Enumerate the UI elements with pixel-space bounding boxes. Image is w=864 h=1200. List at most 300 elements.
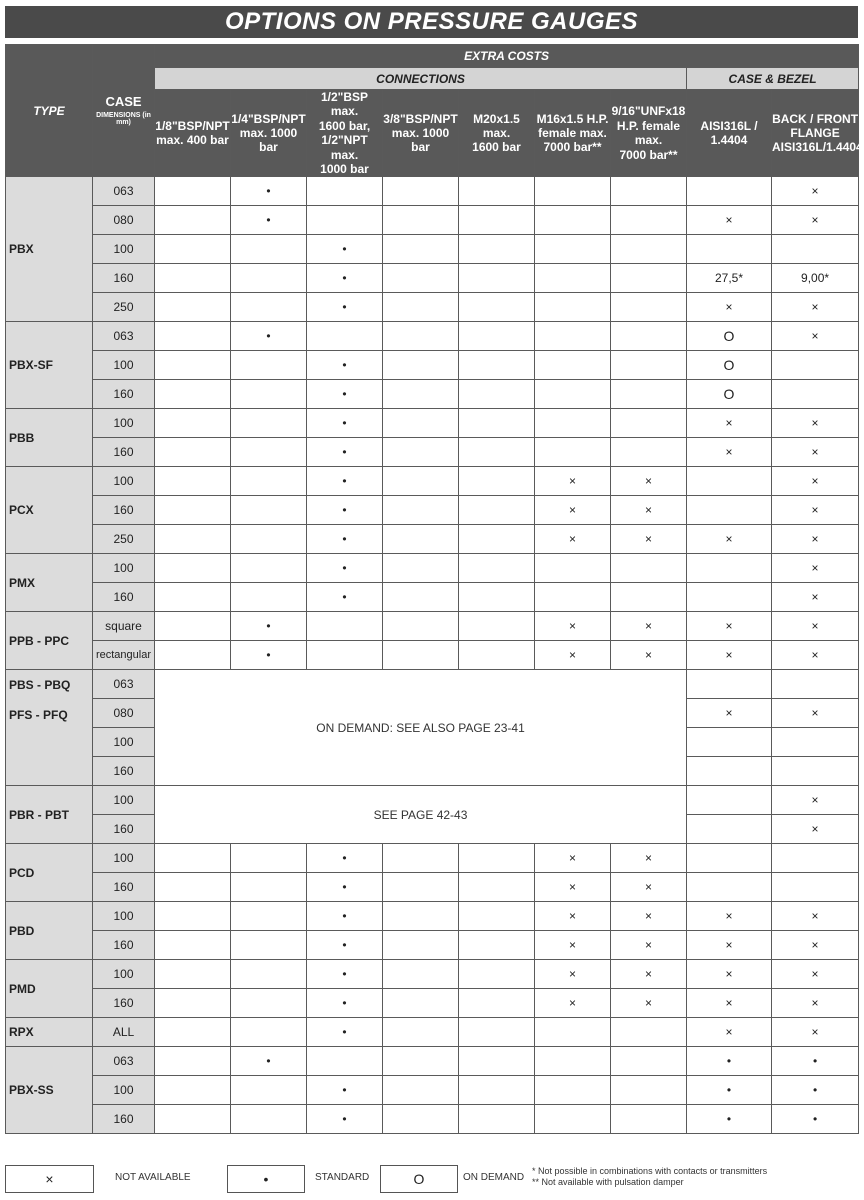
table-row: [6, 351, 859, 380]
option-cell: [459, 989, 535, 1018]
table-row: [6, 525, 859, 554]
option-cell: [687, 728, 772, 757]
option-cell: [383, 322, 459, 351]
option-cell: •: [307, 496, 383, 525]
option-cell: •: [307, 960, 383, 989]
option-cell: [155, 583, 231, 612]
column-header-0: [155, 90, 231, 177]
option-cell: ×: [535, 525, 611, 554]
type-label: PCD: [9, 865, 35, 880]
option-cell: •: [772, 1047, 859, 1076]
option-cell: ×: [772, 496, 859, 525]
table-row: [6, 641, 859, 670]
column-header-line: 1/2"BSP max.: [320, 90, 369, 119]
option-cell: •: [772, 1076, 859, 1105]
option-cell: [459, 380, 535, 409]
option-cell: [535, 380, 611, 409]
option-cell: [611, 438, 687, 467]
option-cell: [155, 641, 231, 670]
option-cell: [155, 467, 231, 496]
option-cell: [611, 235, 687, 264]
option-cell: •: [307, 989, 383, 1018]
table-row: [6, 844, 859, 873]
option-cell: [383, 438, 459, 467]
option-cell: ×: [687, 989, 772, 1018]
option-cell: [687, 757, 772, 786]
option-cell: •: [307, 235, 383, 264]
table-row: [6, 206, 859, 235]
option-cell: [307, 177, 383, 206]
option-cell: •: [231, 177, 307, 206]
not-available-label: NOT AVAILABLE: [115, 1172, 191, 1183]
option-cell: [459, 554, 535, 583]
table-row: [6, 1018, 859, 1047]
table-body: [6, 177, 859, 1134]
case-size-cell: 160: [93, 496, 155, 525]
option-cell: [231, 380, 307, 409]
option-cell: •: [307, 583, 383, 612]
option-cell: [611, 554, 687, 583]
option-cell: [155, 931, 231, 960]
column-header-line: 1600 bar,: [318, 118, 371, 133]
option-cell: ×: [772, 815, 859, 844]
type-cell: [6, 467, 93, 554]
option-cell: •: [231, 1047, 307, 1076]
option-cell: [155, 438, 231, 467]
case-size-cell: 160: [93, 757, 155, 786]
option-cell: [459, 264, 535, 293]
option-cell: [231, 409, 307, 438]
option-cell: [155, 989, 231, 1018]
column-header-line: max.: [634, 133, 663, 148]
table-row: [6, 1047, 859, 1076]
option-cell: ×: [687, 641, 772, 670]
column-header-line: max. 400 bar: [156, 133, 229, 148]
connections-header: CONNECTIONS: [155, 68, 687, 90]
option-cell: ×: [535, 612, 611, 641]
option-cell: 27,5*: [687, 264, 772, 293]
option-cell: [772, 380, 859, 409]
option-cell: [383, 873, 459, 902]
case-bezel-header: CASE & BEZEL: [687, 68, 859, 90]
option-cell: [383, 177, 459, 206]
option-cell: [155, 206, 231, 235]
case-size-cell: 080: [93, 699, 155, 728]
option-cell: •: [231, 206, 307, 235]
option-cell: ×: [772, 902, 859, 931]
option-cell: ×: [687, 1018, 772, 1047]
option-cell: [459, 1018, 535, 1047]
case-size-cell: 160: [93, 264, 155, 293]
option-cell: 9,00*: [772, 264, 859, 293]
option-cell: ×: [535, 902, 611, 931]
type-label: PBX-SF: [9, 358, 54, 373]
option-cell: [383, 264, 459, 293]
table-row: [6, 612, 859, 641]
option-cell: [155, 525, 231, 554]
option-cell: [155, 1018, 231, 1047]
on-demand-label: ON DEMAND: [463, 1172, 525, 1183]
option-cell: •: [772, 1105, 859, 1134]
option-cell: [307, 322, 383, 351]
option-cell: [383, 235, 459, 264]
option-cell: [231, 293, 307, 322]
legend: [5, 1163, 858, 1195]
type-column-header: TYPE: [6, 45, 93, 177]
column-header-line: max. 1000 bar: [391, 125, 450, 155]
case-size-cell: 160: [93, 873, 155, 902]
option-cell: [535, 322, 611, 351]
option-cell: [459, 177, 535, 206]
option-cell: [459, 1047, 535, 1076]
case-size-cell: 160: [93, 438, 155, 467]
column-header-line: H.P. female: [616, 118, 681, 133]
option-cell: [687, 844, 772, 873]
option-cell: [231, 351, 307, 380]
type-cell: [6, 786, 93, 844]
option-cell: [231, 1105, 307, 1134]
table-row: [6, 467, 859, 496]
case-size-cell: 100: [93, 786, 155, 815]
option-cell: [231, 844, 307, 873]
option-cell: [459, 293, 535, 322]
option-cell: [611, 177, 687, 206]
option-cell: ×: [611, 873, 687, 902]
option-cell: ×: [772, 177, 859, 206]
option-cell: [611, 293, 687, 322]
option-cell: ×: [535, 641, 611, 670]
option-cell: [611, 264, 687, 293]
option-cell: [459, 641, 535, 670]
option-cell: •: [307, 844, 383, 873]
option-cell: ×: [772, 409, 859, 438]
page-title: OPTIONS ON PRESSURE GAUGES: [5, 6, 858, 38]
column-header-line: 3/8"BSP/NPT: [383, 111, 458, 126]
option-cell: [687, 235, 772, 264]
type-label: PBX: [9, 242, 34, 257]
option-cell: [459, 322, 535, 351]
footnotes: [532, 1166, 767, 1188]
case-size-cell: 100: [93, 844, 155, 873]
option-cell: ×: [772, 206, 859, 235]
case-size-cell: 250: [93, 525, 155, 554]
table-row: [6, 931, 859, 960]
option-cell: [307, 641, 383, 670]
option-cell: [535, 1018, 611, 1047]
option-cell: [459, 844, 535, 873]
type-label: PCX: [9, 503, 34, 518]
option-cell: [155, 612, 231, 641]
option-cell: ×: [611, 931, 687, 960]
option-cell: [231, 583, 307, 612]
option-cell: [307, 1047, 383, 1076]
option-cell: ×: [535, 931, 611, 960]
case-size-cell: 100: [93, 467, 155, 496]
table-row: [6, 322, 859, 351]
option-cell: [231, 264, 307, 293]
option-cell: ×: [772, 786, 859, 815]
option-cell: ×: [611, 641, 687, 670]
option-cell: [155, 380, 231, 409]
option-cell: [535, 264, 611, 293]
merged-note-cell: ON DEMAND: SEE ALSO PAGE 23-41: [155, 670, 687, 786]
option-cell: [383, 1105, 459, 1134]
option-cell: [155, 1105, 231, 1134]
option-cell: •: [687, 1076, 772, 1105]
case-size-cell: 250: [93, 293, 155, 322]
option-cell: ×: [772, 554, 859, 583]
option-cell: •: [307, 554, 383, 583]
column-header-line: 9/16"UNFx18: [611, 104, 686, 119]
option-cell: [459, 873, 535, 902]
option-cell: ×: [687, 931, 772, 960]
option-cell: [231, 438, 307, 467]
option-cell: ×: [772, 438, 859, 467]
option-cell: [459, 467, 535, 496]
option-cell: [535, 409, 611, 438]
column-header-line: M20x1.5 max.: [473, 111, 520, 140]
option-cell: [687, 786, 772, 815]
option-cell: [231, 496, 307, 525]
column-header-line: AISI316L/1.4404: [772, 140, 863, 155]
option-cell: •: [307, 467, 383, 496]
option-cell: [772, 351, 859, 380]
option-cell: ×: [772, 699, 859, 728]
option-cell: ×: [772, 293, 859, 322]
type-cell: [6, 554, 93, 612]
option-cell: [383, 931, 459, 960]
table-row: [6, 1105, 859, 1134]
column-header-line: 1/4"BSP/NPT: [231, 111, 306, 126]
option-cell: ×: [772, 322, 859, 351]
option-cell: ×: [687, 409, 772, 438]
option-cell: [611, 1076, 687, 1105]
option-cell: [383, 960, 459, 989]
column-header-line: max. 1000 bar: [239, 125, 298, 155]
option-cell: ×: [772, 641, 859, 670]
option-cell: ×: [772, 612, 859, 641]
case-size-cell: 160: [93, 931, 155, 960]
table-row: [6, 670, 859, 699]
option-cell: ×: [772, 583, 859, 612]
type-cell: [6, 902, 93, 960]
table-row: [6, 293, 859, 322]
case-label: CASE: [105, 94, 142, 109]
option-cell: ×: [611, 467, 687, 496]
option-cell: [459, 438, 535, 467]
option-cell: O: [687, 322, 772, 351]
option-cell: [231, 873, 307, 902]
option-cell: [459, 496, 535, 525]
option-cell: [383, 496, 459, 525]
column-header-line: 1600 bar: [472, 140, 521, 155]
case-size-cell: ALL: [93, 1018, 155, 1047]
table-row: [6, 786, 859, 815]
option-cell: [383, 467, 459, 496]
option-cell: [231, 931, 307, 960]
options-table: [5, 44, 863, 1134]
option-cell: [772, 844, 859, 873]
type-cell: [6, 1047, 93, 1134]
option-cell: [155, 264, 231, 293]
option-cell: [611, 206, 687, 235]
column-header-line: BACK / FRONT: [772, 111, 859, 126]
option-cell: [231, 1076, 307, 1105]
type-cell: [6, 409, 93, 467]
type-cell: [6, 612, 93, 670]
option-cell: ×: [611, 496, 687, 525]
case-size-cell: rectangular: [93, 641, 155, 670]
column-header-5: [535, 90, 611, 177]
case-size-cell: 100: [93, 902, 155, 931]
case-size-cell: 100: [93, 1076, 155, 1105]
option-cell: •: [307, 438, 383, 467]
table-row: [6, 235, 859, 264]
type-cell: [6, 960, 93, 1018]
table-row: [6, 1076, 859, 1105]
option-cell: [611, 583, 687, 612]
option-cell: [459, 931, 535, 960]
table-row: [6, 873, 859, 902]
option-cell: •: [231, 641, 307, 670]
option-cell: [155, 409, 231, 438]
option-cell: [231, 902, 307, 931]
option-cell: •: [307, 1018, 383, 1047]
option-cell: ×: [772, 960, 859, 989]
option-cell: ×: [687, 293, 772, 322]
option-cell: ×: [687, 438, 772, 467]
option-cell: ×: [687, 206, 772, 235]
option-cell: ×: [687, 525, 772, 554]
table-row: [6, 264, 859, 293]
option-cell: [231, 1018, 307, 1047]
option-cell: ×: [687, 612, 772, 641]
case-size-cell: 080: [93, 206, 155, 235]
standard-label: STANDARD: [315, 1172, 370, 1183]
option-cell: [383, 1047, 459, 1076]
option-cell: [687, 670, 772, 699]
column-header-4: [459, 90, 535, 177]
case-size-cell: 160: [93, 583, 155, 612]
table-row: [6, 989, 859, 1018]
option-cell: [459, 902, 535, 931]
footnote-pulsation: ** Not available with pulsation damper: [532, 1177, 684, 1187]
case-size-cell: 160: [93, 989, 155, 1018]
case-column-header: [93, 45, 155, 177]
option-cell: [535, 583, 611, 612]
type-label: PPB - PPC: [9, 633, 70, 648]
table-row: [6, 438, 859, 467]
option-cell: [231, 235, 307, 264]
option-cell: [459, 351, 535, 380]
option-cell: •: [687, 1105, 772, 1134]
option-cell: •: [307, 264, 383, 293]
option-cell: •: [307, 873, 383, 902]
column-header-line: FLANGE: [790, 125, 840, 140]
option-cell: ×: [611, 902, 687, 931]
extra-costs-header: EXTRA COSTS: [155, 45, 859, 68]
on-demand-symbol-box: O: [380, 1165, 458, 1193]
type-cell: [6, 844, 93, 902]
option-cell: [611, 351, 687, 380]
option-cell: [155, 960, 231, 989]
option-cell: [687, 554, 772, 583]
option-cell: [307, 206, 383, 235]
table-row: [6, 554, 859, 583]
option-cell: ×: [535, 873, 611, 902]
case-size-cell: 100: [93, 235, 155, 264]
option-cell: [231, 525, 307, 554]
column-header-line: 7000 bar**: [543, 140, 602, 155]
option-cell: [383, 206, 459, 235]
option-cell: [155, 902, 231, 931]
type-label: PBB: [9, 430, 35, 445]
option-cell: [383, 351, 459, 380]
option-cell: [459, 1076, 535, 1105]
option-cell: [383, 1076, 459, 1105]
case-size-cell: 063: [93, 322, 155, 351]
column-header-line: 1000 bar: [320, 161, 369, 176]
option-cell: •: [231, 612, 307, 641]
type-cell: [6, 177, 93, 322]
column-header-8: [772, 90, 863, 177]
option-cell: [155, 177, 231, 206]
option-cell: •: [307, 902, 383, 931]
option-cell: ×: [535, 467, 611, 496]
case-size-cell: 063: [93, 670, 155, 699]
option-cell: [687, 467, 772, 496]
type-label: PBS - PBQ PFS - PFQ: [9, 678, 71, 723]
option-cell: [535, 1076, 611, 1105]
column-header-7: [687, 90, 772, 177]
option-cell: [383, 409, 459, 438]
column-header-line: 1/8"BSP/NPT: [155, 118, 230, 133]
option-cell: [687, 873, 772, 902]
option-cell: [535, 1047, 611, 1076]
option-cell: [459, 583, 535, 612]
type-cell: [6, 1018, 93, 1047]
option-cell: [535, 293, 611, 322]
case-size-cell: 100: [93, 728, 155, 757]
option-cell: [155, 844, 231, 873]
option-cell: [155, 873, 231, 902]
option-cell: [772, 873, 859, 902]
column-header-line: M16x1.5 H.P.: [536, 111, 609, 126]
column-header-3: [383, 90, 459, 177]
type-label: RPX: [9, 1025, 34, 1040]
option-cell: [535, 177, 611, 206]
option-cell: [383, 641, 459, 670]
option-cell: [383, 989, 459, 1018]
option-cell: [231, 960, 307, 989]
case-size-cell: 100: [93, 351, 155, 380]
type-label: PBR - PBT: [9, 807, 69, 822]
option-cell: •: [307, 351, 383, 380]
case-size-cell: 100: [93, 409, 155, 438]
option-cell: [155, 351, 231, 380]
option-cell: [772, 728, 859, 757]
option-cell: •: [307, 293, 383, 322]
option-cell: [155, 1076, 231, 1105]
option-cell: [383, 525, 459, 554]
option-cell: [687, 815, 772, 844]
option-cell: [383, 612, 459, 641]
not-available-symbol-box: ×: [5, 1165, 94, 1193]
option-cell: ×: [687, 699, 772, 728]
option-cell: ×: [611, 612, 687, 641]
option-cell: [772, 235, 859, 264]
option-cell: ×: [611, 960, 687, 989]
